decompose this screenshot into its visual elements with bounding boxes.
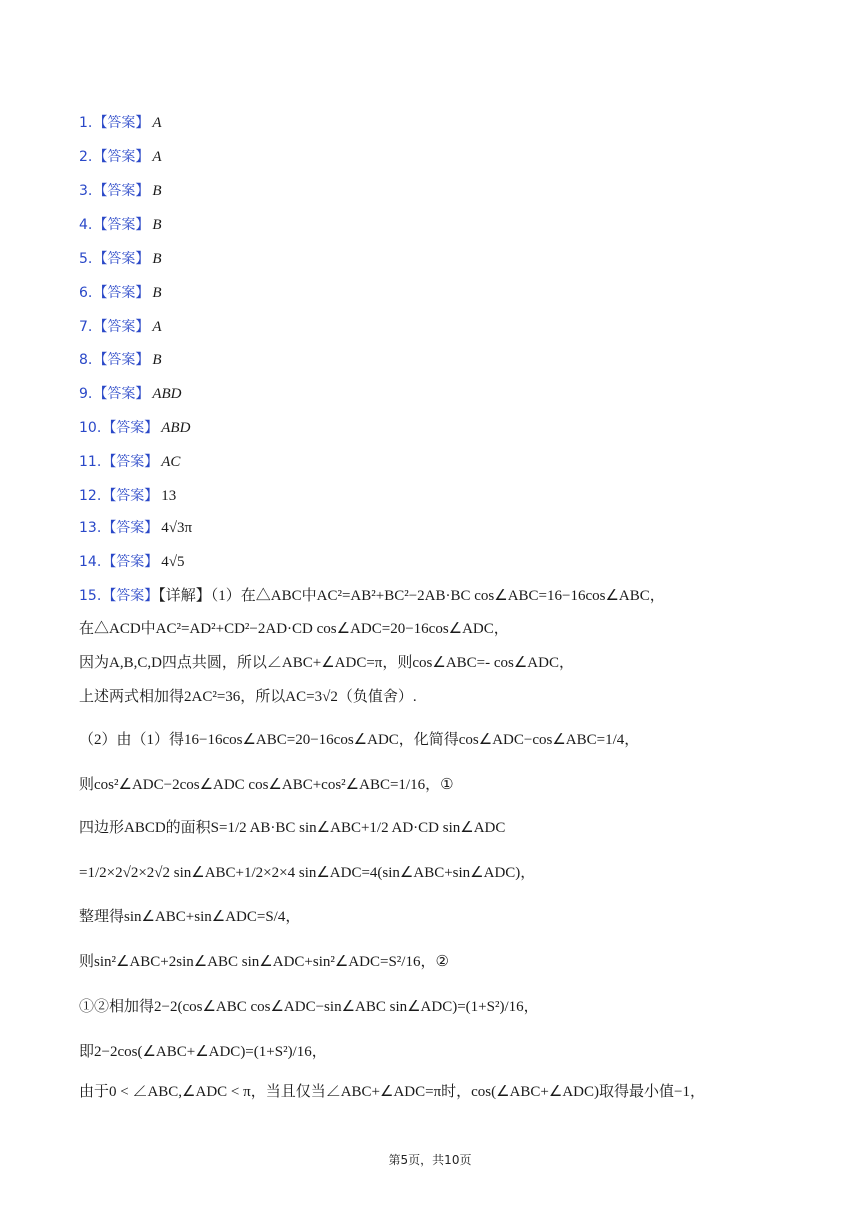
- answer-value: AC: [161, 454, 181, 470]
- solution-line: [79, 688, 417, 706]
- solution-line: [79, 731, 639, 749]
- answer-number: 1.: [79, 115, 93, 131]
- answer-value: A: [152, 115, 162, 131]
- solution-line: [79, 864, 535, 882]
- answer-value: ABD: [161, 420, 191, 436]
- answer-number: 14.: [79, 554, 102, 570]
- answer-number: 10.: [79, 420, 102, 436]
- answer-row: [79, 114, 162, 132]
- answer-tag: 【答案】: [102, 588, 159, 604]
- answer-value: B: [152, 352, 162, 368]
- answer-number: 6.: [79, 285, 93, 301]
- answer-value: B: [152, 251, 162, 267]
- answer-tag: 【答案】: [102, 488, 159, 504]
- answer-value: 4√3π: [161, 520, 193, 536]
- answer-tag: 【答案】: [93, 386, 150, 402]
- answer-row: [79, 487, 176, 505]
- answer-row: [79, 148, 162, 166]
- answer-number: 13.: [79, 520, 102, 536]
- solution-text: （2）由（1）得16−16cos∠ABC=20−16cos∠ADC，化简得cos∠ADC−cos∠ABC=1/4，: [79, 732, 640, 748]
- answer-number: 3.: [79, 183, 93, 199]
- answer-row: [79, 284, 162, 302]
- answer-tag: 【答案】: [93, 251, 150, 267]
- answer-tag: 【答案】: [93, 183, 150, 199]
- answer-tag: 【答案】: [93, 352, 150, 368]
- answer-value: 13: [161, 488, 177, 504]
- solution-text: 在△ACD中AC²=AD²+CD²−2AD·CD cos∠ADC=20−16cos∠ADC，: [79, 621, 509, 637]
- answer-number: 8.: [79, 352, 93, 368]
- answer-row: [79, 385, 182, 403]
- answer-row: [79, 250, 162, 268]
- answer-value: A: [152, 319, 162, 335]
- answer-tag: 【答案】: [102, 554, 159, 570]
- answer-tag: 【答案】: [102, 520, 159, 536]
- solution-text: =1/2×2√2×2√2 sin∠ABC+1/2×2×4 sin∠ADC=4(sin∠ABC+sin∠ADC)，: [79, 865, 536, 881]
- answer-number: 5.: [79, 251, 93, 267]
- answer-row: [79, 453, 180, 471]
- solution-text: 因为A,B,C,D四点共圆，所以∠ABC+∠ADC=π，则cos∠ABC=- cos∠ADC，: [79, 655, 574, 671]
- solution-text: 即2−2cos(∠ABC+∠ADC)=(1+S²)/16，: [79, 1044, 327, 1060]
- solution-text: 上述两式相加得2AC²=36，所以AC=3√2（负值舍）.: [79, 689, 417, 705]
- solution-line: [79, 620, 509, 638]
- solution-line: [79, 654, 574, 672]
- answer-tag: 【答案】: [93, 217, 150, 233]
- answer-row: [79, 351, 162, 369]
- solution-line: [79, 776, 454, 794]
- solution-text: 由于0 < ∠ABC,∠ADC < π，当且仅当∠ABC+∠ADC=π时，cos(∠ABC+∠ADC)取得最小值−1，: [79, 1084, 705, 1100]
- solution-line: [79, 908, 300, 926]
- answer-value: ABD: [152, 386, 182, 402]
- solution-line: [79, 819, 505, 837]
- solution-line: [79, 998, 539, 1016]
- answer-value: 4√5: [161, 554, 185, 570]
- answer-tag: 【答案】: [93, 149, 150, 165]
- answer-number: 12.: [79, 488, 102, 504]
- answer-number: 4.: [79, 217, 93, 233]
- answer-row: [79, 182, 162, 200]
- answer-row: [79, 519, 192, 537]
- answer-number: 11.: [79, 454, 102, 470]
- answer-value: B: [152, 217, 162, 233]
- solution-line: [79, 953, 449, 971]
- answer-tag: 【答案】: [93, 319, 150, 335]
- answer-tag: 【答案】: [93, 285, 150, 301]
- solution-text: 【详解】（1）在△ABC中AC²=AB²+BC²−2AB·BC cos∠ABC=16−16cos∠ABC，: [158, 588, 665, 604]
- solution-line: [79, 587, 665, 605]
- answer-tag: 【答案】: [102, 420, 159, 436]
- answer-row: [79, 318, 162, 336]
- answer-row: [79, 216, 162, 234]
- page-footer: 第5页，共10页: [388, 1153, 472, 1167]
- answer-row: [79, 553, 185, 571]
- answer-value: B: [152, 285, 162, 301]
- answer-number: 15.: [79, 588, 102, 604]
- answer-row: [79, 419, 190, 437]
- solution-text: ①②相加得2−2(cos∠ABC cos∠ADC−sin∠ABC sin∠ADC)=(1+S²)/16，: [79, 999, 539, 1015]
- answer-tag: 【答案】: [102, 454, 159, 470]
- solution-text: 则sin²∠ABC+2sin∠ABC sin∠ADC+sin²∠ADC=S²/16，②: [79, 954, 449, 970]
- solution-line: [79, 1043, 327, 1061]
- answer-number: 7.: [79, 319, 93, 335]
- solution-line: [79, 1083, 705, 1101]
- answer-value: A: [152, 149, 162, 165]
- solution-text: 四边形ABCD的面积S=1/2 AB·BC sin∠ABC+1/2 AD·CD sin∠ADC: [79, 820, 506, 836]
- answer-number: 2.: [79, 149, 93, 165]
- solution-text: 则cos²∠ADC−2cos∠ADC cos∠ABC+cos²∠ABC=1/16，①: [79, 777, 454, 793]
- solution-text: 整理得sin∠ABC+sin∠ADC=S/4，: [79, 909, 301, 925]
- answer-tag: 【答案】: [93, 115, 150, 131]
- answer-number: 9.: [79, 386, 93, 402]
- answer-value: B: [152, 183, 162, 199]
